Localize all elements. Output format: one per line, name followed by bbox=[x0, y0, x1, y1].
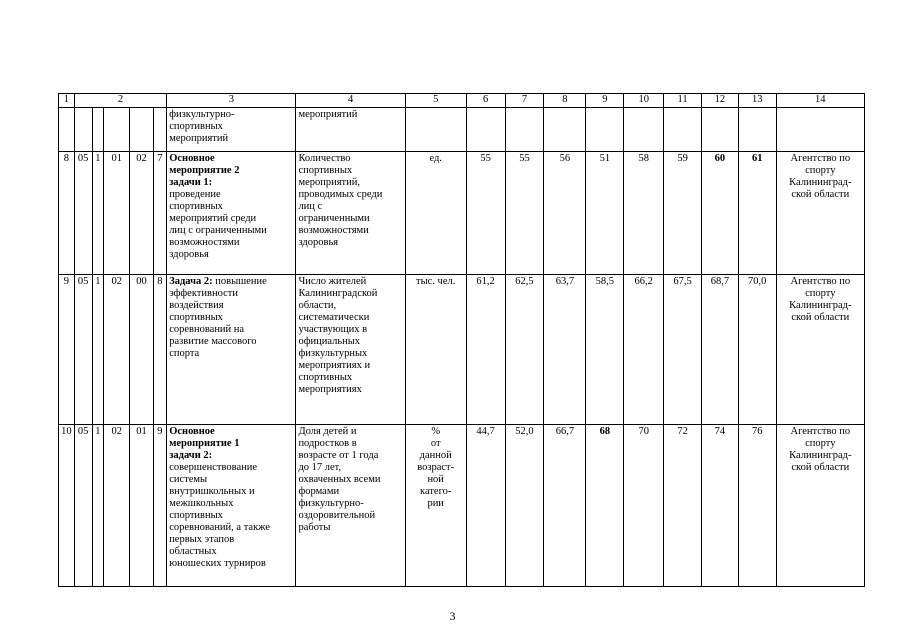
indicators-table bbox=[58, 93, 865, 587]
code-cell: 7 bbox=[153, 152, 167, 275]
code-cell: 05 bbox=[74, 425, 92, 587]
table-row bbox=[59, 152, 865, 275]
code-cell: 01 bbox=[130, 425, 153, 587]
value-cell bbox=[664, 108, 702, 152]
name-bold: Задача 2: bbox=[169, 276, 213, 287]
code-cell bbox=[104, 108, 130, 152]
code-cell: 05 bbox=[74, 152, 92, 275]
header-cell: 7 bbox=[505, 94, 544, 108]
name-cell bbox=[167, 275, 296, 425]
row-number: 9 bbox=[59, 275, 75, 425]
name-bold: Основное мероприятие 1 задачи 2: bbox=[169, 426, 240, 461]
header-cell: 11 bbox=[664, 94, 702, 108]
value-cell: 52,0 bbox=[505, 425, 544, 587]
code-cell: 01 bbox=[104, 152, 130, 275]
code-cell: 1 bbox=[92, 152, 104, 275]
executor-cell bbox=[776, 108, 864, 152]
code-cell: 00 bbox=[130, 275, 153, 425]
code-cell bbox=[59, 108, 75, 152]
header-cell: 12 bbox=[702, 94, 739, 108]
unit-cell bbox=[405, 108, 466, 152]
value-cell: 68 bbox=[586, 425, 624, 587]
value-cell bbox=[586, 108, 624, 152]
value-cell bbox=[738, 108, 776, 152]
value-cell: 55 bbox=[505, 152, 544, 275]
code-cell: 02 bbox=[104, 425, 130, 587]
header-cell: 14 bbox=[776, 94, 864, 108]
header-row bbox=[59, 94, 865, 108]
value-cell bbox=[505, 108, 544, 152]
header-cell: 1 bbox=[59, 94, 75, 108]
row-number: 8 bbox=[59, 152, 75, 275]
indicator-cell: Доля детей и подростков в возрасте от 1 года до 17 лет, охваченных всеми формами физкультурно- оздоровительной работы bbox=[296, 425, 405, 587]
value-cell: 51 bbox=[586, 152, 624, 275]
continuation-row bbox=[59, 108, 865, 152]
value-cell: 60 bbox=[702, 152, 739, 275]
name-cell: физкультурно- спортивных мероприятий bbox=[167, 108, 296, 152]
value-cell: 59 bbox=[664, 152, 702, 275]
unit-cell: тыс. чел. bbox=[405, 275, 466, 425]
value-cell: 68,7 bbox=[702, 275, 739, 425]
indicator-cell: Количество спортивных мероприятий, проводимых среди лиц с ограниченными возможностями здоровья bbox=[296, 152, 405, 275]
header-cell: 4 bbox=[296, 94, 405, 108]
value-cell: 44,7 bbox=[466, 425, 505, 587]
value-cell: 67,5 bbox=[664, 275, 702, 425]
value-cell: 62,5 bbox=[505, 275, 544, 425]
header-cell: 2 bbox=[74, 94, 166, 108]
unit-cell: % от данной возраст- ной катего- рии bbox=[405, 425, 466, 587]
name-text: проведение спортивных мероприятий среди лиц с ограниченными возможностями здоровья bbox=[169, 189, 267, 260]
value-cell: 61 bbox=[738, 152, 776, 275]
executor-cell: Агентство по спорту Калининград- ской области bbox=[776, 425, 864, 587]
header-cell: 10 bbox=[624, 94, 664, 108]
value-cell: 63,7 bbox=[544, 275, 586, 425]
unit-cell: ед. bbox=[405, 152, 466, 275]
code-cell: 02 bbox=[130, 152, 153, 275]
value-cell: 56 bbox=[544, 152, 586, 275]
code-cell bbox=[74, 108, 92, 152]
code-cell bbox=[92, 108, 104, 152]
executor-cell: Агентство по спорту Калининград- ской области bbox=[776, 152, 864, 275]
value-cell: 58,5 bbox=[586, 275, 624, 425]
code-cell: 02 bbox=[104, 275, 130, 425]
header-cell: 3 bbox=[167, 94, 296, 108]
code-cell bbox=[130, 108, 153, 152]
page-number: 3 bbox=[449, 609, 456, 623]
value-cell: 72 bbox=[664, 425, 702, 587]
table-row bbox=[59, 275, 865, 425]
code-cell bbox=[153, 108, 167, 152]
value-cell: 66,2 bbox=[624, 275, 664, 425]
value-cell: 74 bbox=[702, 425, 739, 587]
code-cell: 05 bbox=[74, 275, 92, 425]
value-cell: 55 bbox=[466, 152, 505, 275]
name-cell bbox=[167, 425, 296, 587]
header-cell: 6 bbox=[466, 94, 505, 108]
header-cell: 13 bbox=[738, 94, 776, 108]
value-cell bbox=[466, 108, 505, 152]
value-cell: 70,0 bbox=[738, 275, 776, 425]
table-row bbox=[59, 425, 865, 587]
code-cell: 8 bbox=[153, 275, 167, 425]
header-cell: 5 bbox=[405, 94, 466, 108]
row-number: 10 bbox=[59, 425, 75, 587]
value-cell: 76 bbox=[738, 425, 776, 587]
indicator-cell: Число жителей Калининградской области, систематически участвующих в официальных физкультурных мероприятиях и спортивных мероприятиях bbox=[296, 275, 405, 425]
name-text: совершенствование системы внутришкольных и межшкольных спортивных соревнований, а также первых этапов областных юношеских турниров bbox=[169, 462, 270, 569]
indicator-cell: мероприятий bbox=[296, 108, 405, 152]
value-cell bbox=[544, 108, 586, 152]
value-cell: 70 bbox=[624, 425, 664, 587]
value-cell: 66,7 bbox=[544, 425, 586, 587]
name-text: повышение эффективности воздействия спортивных соревнований на развитие массового спорта bbox=[169, 276, 267, 359]
code-cell: 9 bbox=[153, 425, 167, 587]
code-cell: 1 bbox=[92, 425, 104, 587]
value-cell bbox=[624, 108, 664, 152]
name-cell bbox=[167, 152, 296, 275]
code-cell: 1 bbox=[92, 275, 104, 425]
value-cell bbox=[702, 108, 739, 152]
value-cell: 61,2 bbox=[466, 275, 505, 425]
header-cell: 8 bbox=[544, 94, 586, 108]
header-cell: 9 bbox=[586, 94, 624, 108]
value-cell: 58 bbox=[624, 152, 664, 275]
executor-cell: Агентство по спорту Калининград- ской области bbox=[776, 275, 864, 425]
name-bold: Основное мероприятие 2 задачи 1: bbox=[169, 153, 240, 188]
